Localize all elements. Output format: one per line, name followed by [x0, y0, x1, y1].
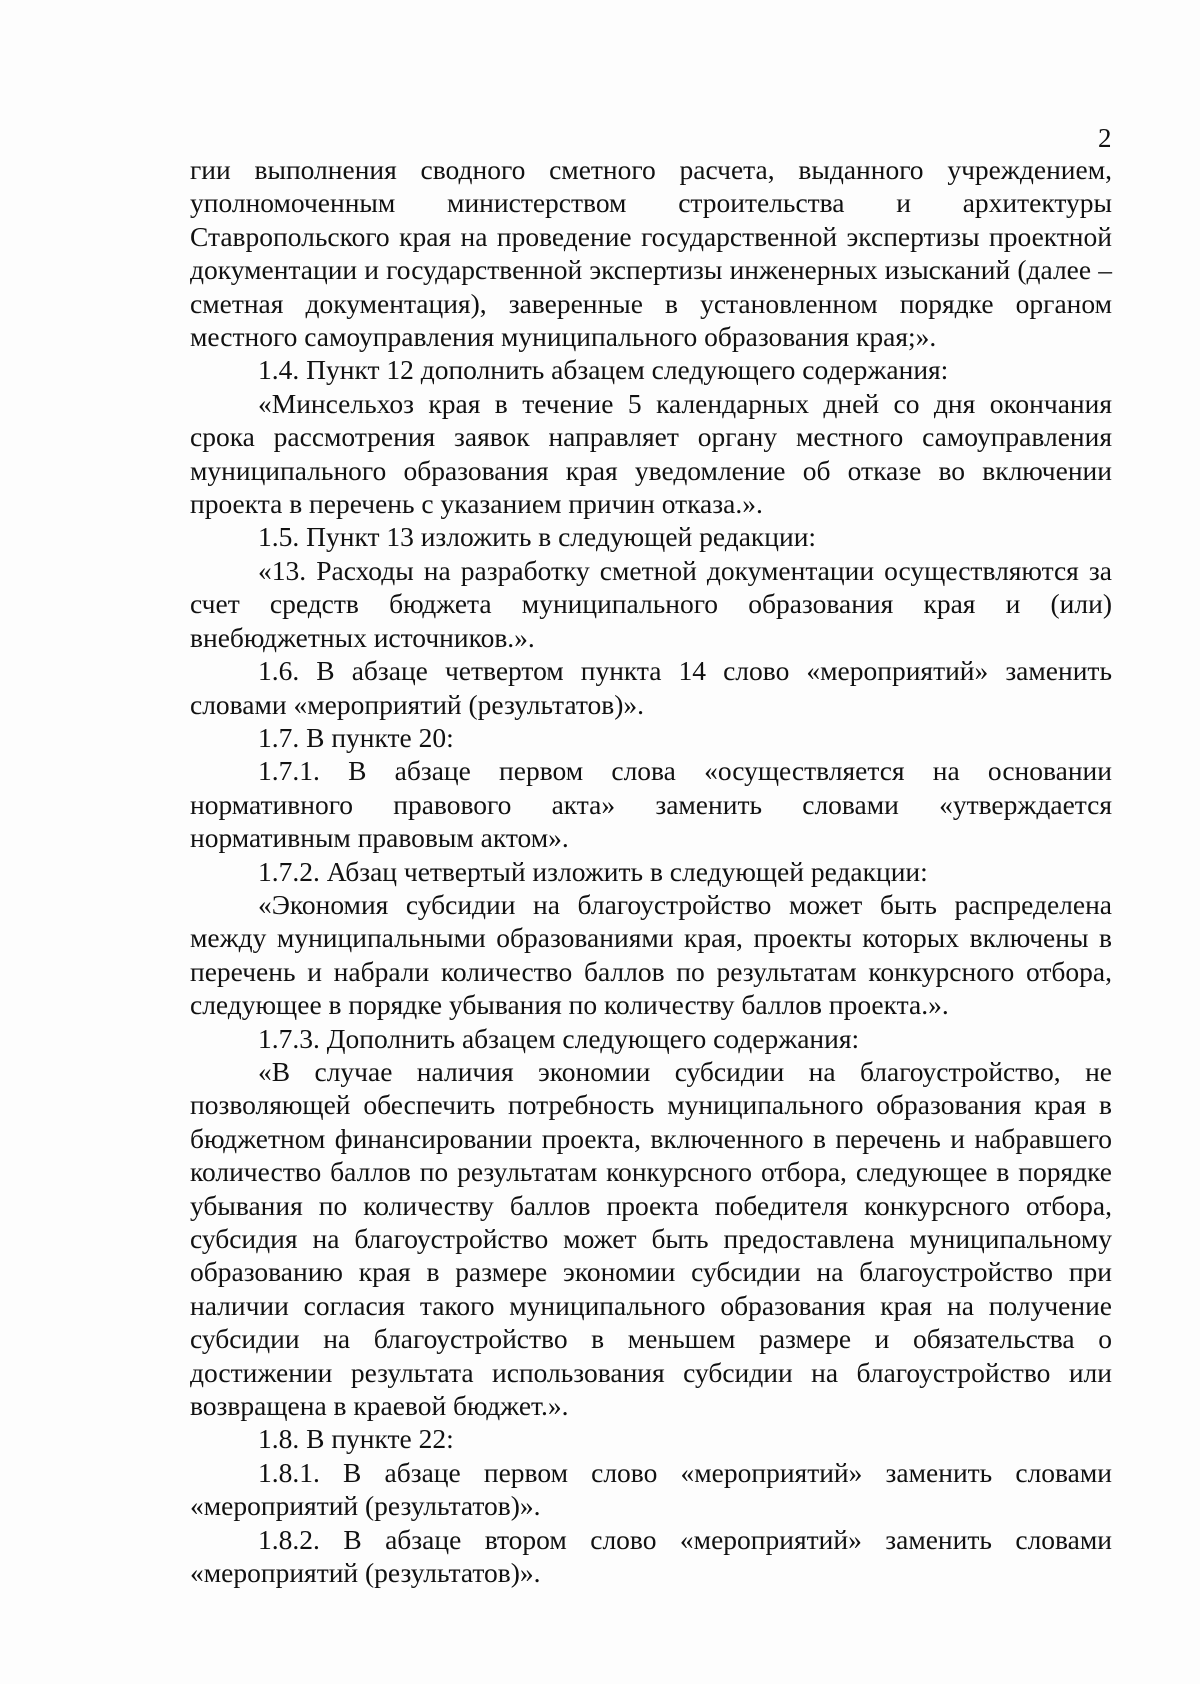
paragraph-1: гии выполнения сводного сметного расчета, выданного учреждением, уполномоченным министерством строительства и архитектуры Ставропольского края на проведение государственной экспертизы проектной документации и государственной экспертизы инженерных изысканий (далее – сметная документация), заверенные в установленном порядке органом местного самоуправления муниципального образования края;».	[190, 154, 1112, 353]
paragraph-15: 1.8.2. В абзаце втором слово «мероприятий» заменить словами «мероприятий (результатов)».	[190, 1523, 1112, 1589]
paragraph-5: «13. Расходы на разработку сметной документации осуществляются за счет средств бюджета муниципального образования края и (или) внебюджетных источников.».	[190, 554, 1112, 653]
paragraph-12: «В случае наличия экономии субсидии на благоустройство, не позволяющей обеспечить потребность муниципального образования края в бюджетном финансировании проекта, включенного в перечень и набравшего количество баллов по результатам конкурсного отбора, следующее в порядке убывания по количеству баллов проекта победителя конкурсного отбора, субсидия на благоустройство может быть предоставлена муниципальному образованию края в размере экономии субсидии на благоустройство при наличии согласия такого муниципального образования края на получение субсидии на благоустройство в меньшем размере и обязательства о достижении результата использования субсидии на благоустройство или возвращена в краевой бюджет.».	[190, 1055, 1112, 1422]
paragraph-6: 1.6. В абзаце четвертом пункта 14 слово «мероприятий» заменить словами «мероприятий (результатов)».	[190, 655, 1112, 720]
page-number: 2	[1098, 123, 1112, 153]
paragraph-10: «Экономия субсидии на благоустройство может быть распределена между муниципальными образованиями края, проекты которых включены в перечень и набрали количество баллов по результатам конкурсного отбора, следующее в порядке убывания по количеству баллов проекта.».	[190, 888, 1112, 1021]
paragraph-9: 1.7.2. Абзац четвертый изложить в следующей редакции:	[258, 855, 928, 887]
paragraph-14: 1.8.1. В абзаце первом слово «мероприятий» заменить словами «мероприятий (результатов)».	[190, 1456, 1112, 1522]
paragraph-3: «Минсельхоз края в течение 5 календарных дней со дня окончания срока рассмотрения заявок направляет органу местного самоуправления муниципального образования края уведомление об отказе во включении проекта в перечень с указанием причин отказа.».	[190, 387, 1112, 520]
paragraph-7: 1.7. В пункте 20:	[258, 721, 454, 753]
paragraph-8: 1.7.1. В абзаце первом слова «осуществляется на основании нормативного правового акта» заменить словами «утверждается нормативным правовым актом».	[190, 755, 1112, 854]
paragraph-13: 1.8. В пункте 22:	[258, 1423, 454, 1455]
paragraph-2: 1.4. Пункт 12 дополнить абзацем следующего содержания:	[258, 354, 949, 386]
paragraph-4: 1.5. Пункт 13 изложить в следующей редакции:	[258, 521, 817, 553]
document-body	[190, 153, 1112, 1589]
paragraph-11: 1.7.3. Дополнить абзацем следующего содержания:	[258, 1022, 860, 1054]
